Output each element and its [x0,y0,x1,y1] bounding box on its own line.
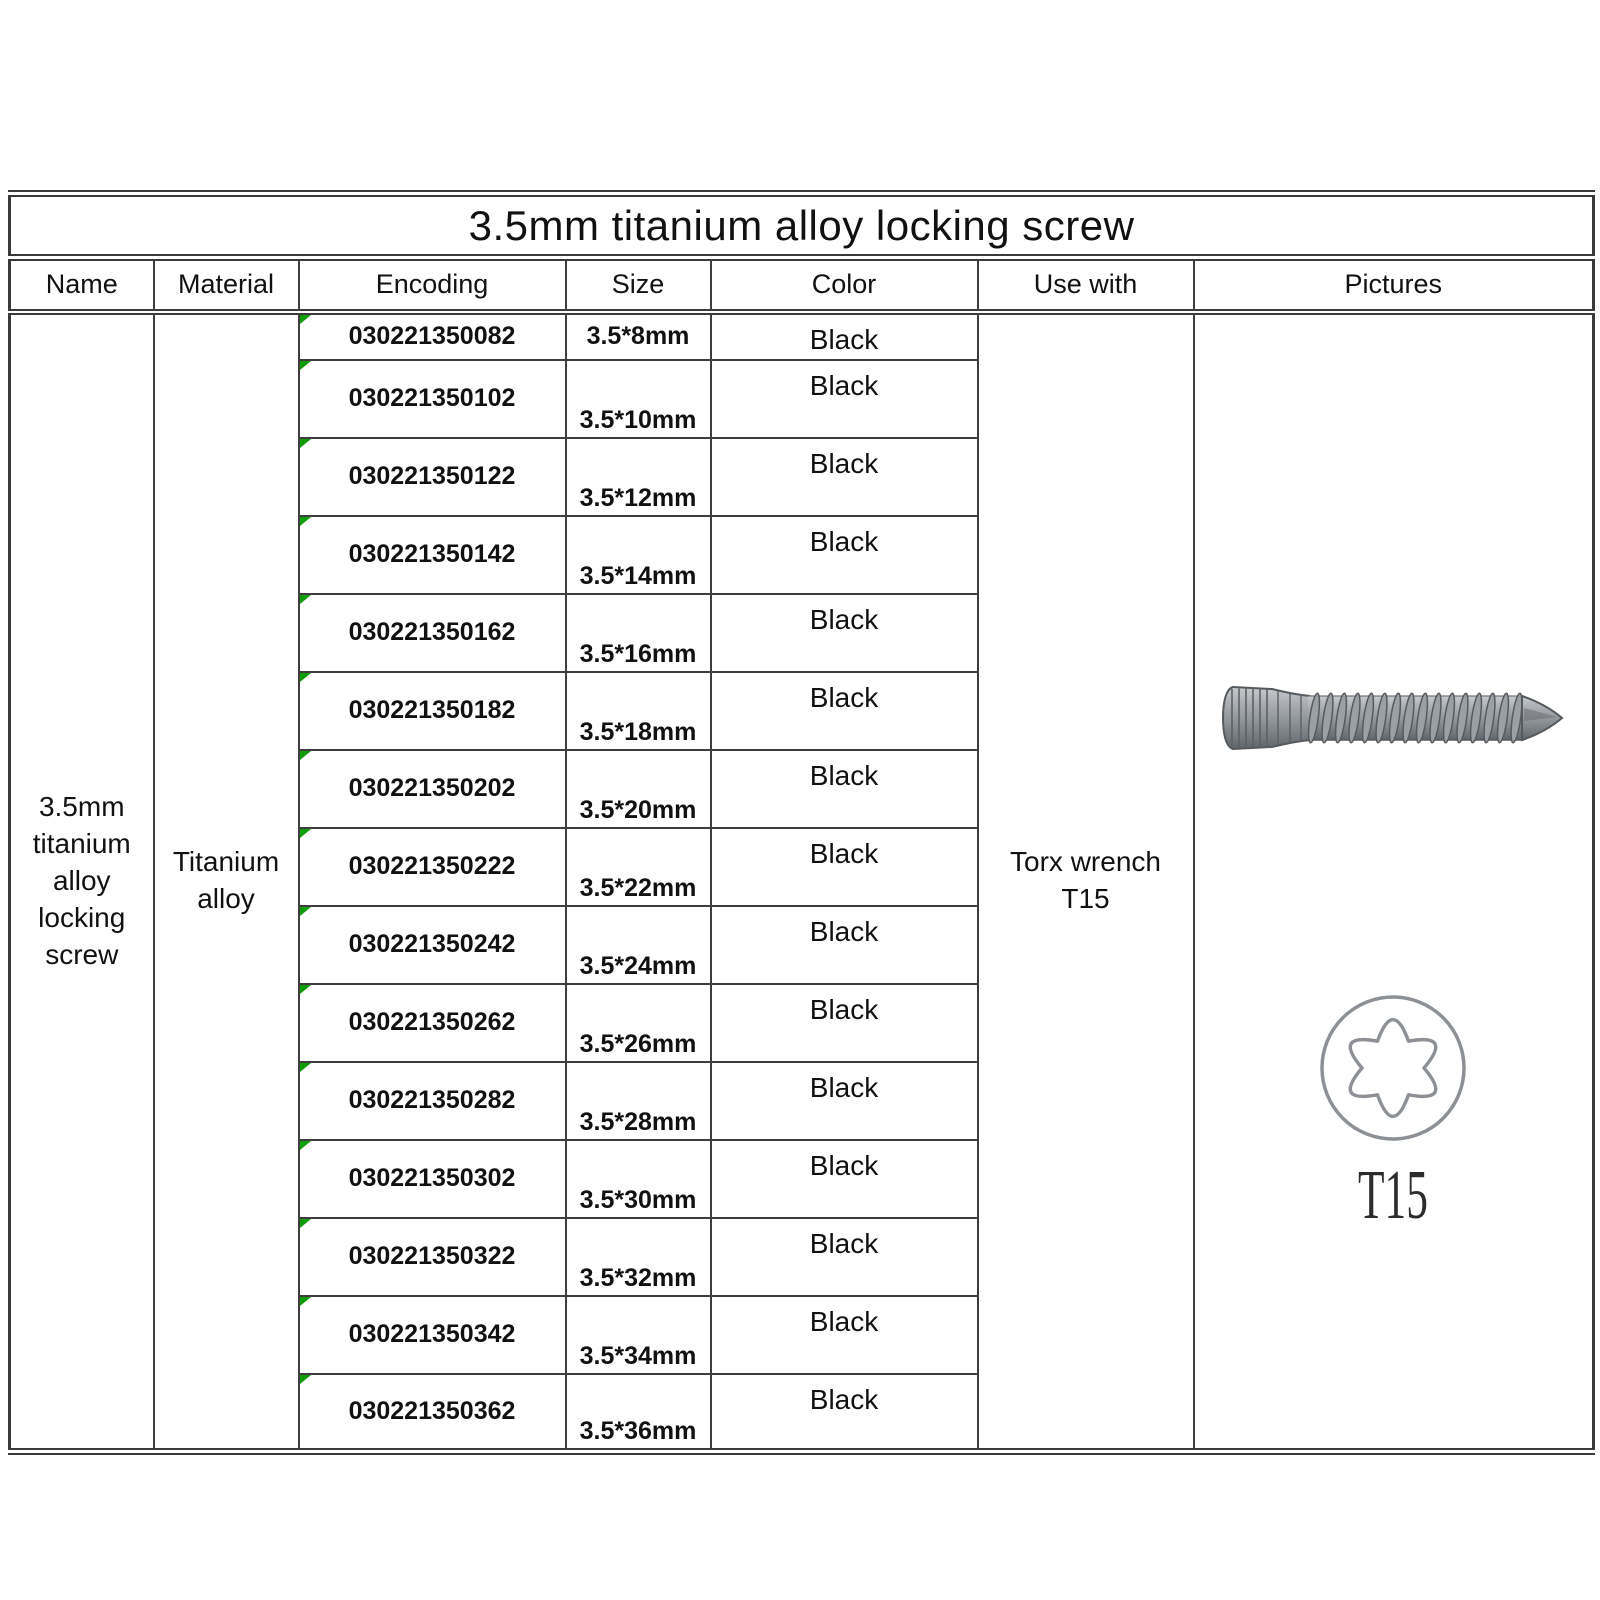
encoding-cell: 030221350302 [299,1140,566,1218]
table-row [10,312,1594,360]
color-cell: Black [711,750,978,828]
encoding-cell: 030221350102 [299,360,566,438]
color-cell: Black [711,594,978,672]
size-cell: 3.5*34mm [566,1296,711,1374]
color-cell: Black [711,984,978,1062]
color-cell: Black [711,438,978,516]
color-cell: Black [711,1374,978,1452]
product-name-cell: 3.5mm titanium alloy locking screw [10,312,154,1452]
size-cell: 3.5*24mm [566,906,711,984]
encoding-cell: 030221350242 [299,906,566,984]
encoding-cell: 030221350342 [299,1296,566,1374]
size-cell: 3.5*14mm [566,516,711,594]
size-cell: 3.5*30mm [566,1140,711,1218]
color-cell: Black [711,906,978,984]
table-header-row [10,258,1594,312]
size-cell: 3.5*8mm [566,312,711,360]
encoding-cell: 030221350182 [299,672,566,750]
table-title-row [10,194,1594,258]
col-header-pictures: Pictures [1194,258,1594,312]
color-cell: Black [711,672,978,750]
col-header-name: Name [10,258,154,312]
size-cell: 3.5*20mm [566,750,711,828]
size-cell: 3.5*26mm [566,984,711,1062]
col-header-material: Material [154,258,299,312]
encoding-cell: 030221350322 [299,1218,566,1296]
size-cell: 3.5*12mm [566,438,711,516]
color-cell: Black [711,360,978,438]
encoding-cell: 030221350362 [299,1374,566,1452]
color-cell: Black [711,828,978,906]
encoding-cell: 030221350222 [299,828,566,906]
use-with-cell: Torx wrench T15 [978,312,1194,1452]
col-header-size: Size [566,258,711,312]
torx-t15-drive-icon [1308,983,1478,1153]
color-cell: Black [711,1218,978,1296]
col-header-use-with: Use with [978,258,1194,312]
pictures-cell [1194,312,1594,1452]
torx-size-label: T15 [1358,1156,1429,1234]
color-cell: Black [711,1062,978,1140]
size-cell: 3.5*16mm [566,594,711,672]
product-material-cell: Titanium alloy [154,312,299,1452]
spec-table [8,190,1595,1455]
size-cell: 3.5*22mm [566,828,711,906]
color-cell: Black [711,312,978,360]
encoding-cell: 030221350262 [299,984,566,1062]
encoding-cell: 030221350082 [299,312,566,360]
encoding-cell: 030221350162 [299,594,566,672]
size-cell: 3.5*18mm [566,672,711,750]
size-cell: 3.5*10mm [566,360,711,438]
locking-screw-image [1208,663,1578,773]
encoding-cell: 030221350202 [299,750,566,828]
size-cell: 3.5*28mm [566,1062,711,1140]
encoding-cell: 030221350282 [299,1062,566,1140]
color-cell: Black [711,516,978,594]
col-header-encoding: Encoding [299,258,566,312]
size-cell: 3.5*32mm [566,1218,711,1296]
color-cell: Black [711,1140,978,1218]
col-header-color: Color [711,258,978,312]
color-cell: Black [711,1296,978,1374]
size-cell: 3.5*36mm [566,1374,711,1452]
encoding-cell: 030221350122 [299,438,566,516]
encoding-cell: 030221350142 [299,516,566,594]
page-title: 3.5mm titanium alloy locking screw [10,194,1594,258]
